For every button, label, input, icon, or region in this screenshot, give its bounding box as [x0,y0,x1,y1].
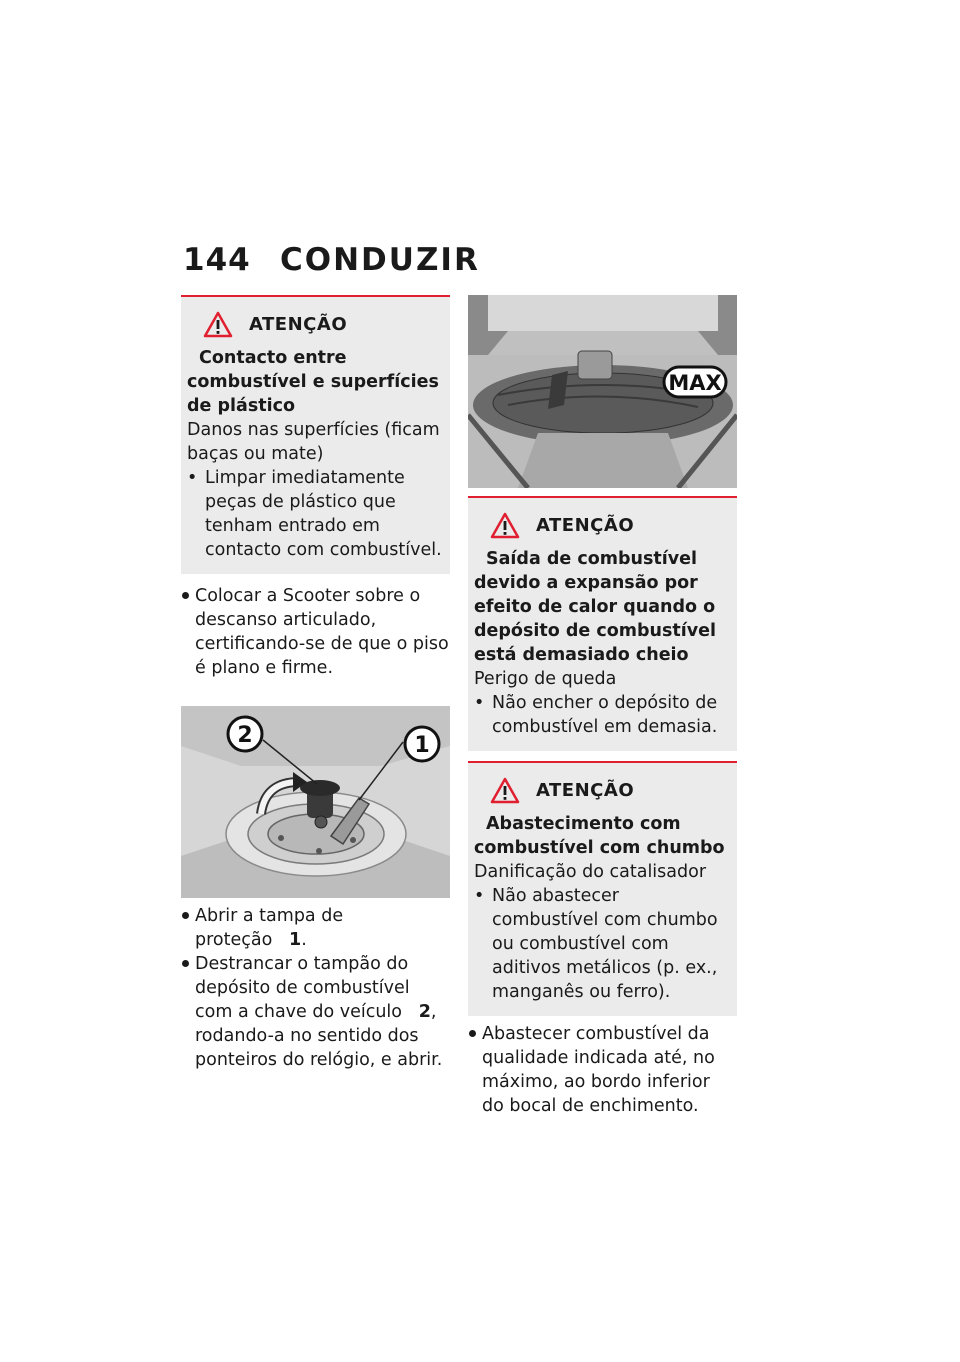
left-column [181,295,450,1072]
warning-topic: Contacto entre combustível e superfícies de plástico [187,348,439,416]
warning-action: • Não encher o depósito de combustível em demasia. [474,691,729,739]
warning-action: • Não abastecer combustível com chumbo ou combustível com aditivos metálicos (p. ex., manganês ou ferro). [474,884,729,1004]
fuel-level-figure [468,295,737,488]
warning-box-plastic [181,295,450,574]
warning-consequence: Danos nas superfícies (ficam baças ou mate) [187,420,440,464]
step-reference: 1 [289,930,302,950]
step-text-end: , rodando-a no sentido dos ponteiros do relógio, e abrir. [195,1002,443,1070]
right-column [468,295,737,1118]
fuel-cap-figure [181,706,450,898]
step-item [181,952,450,1072]
warning-header [490,777,729,804]
warning-triangle-icon [490,777,520,804]
steps-list-3 [468,1022,737,1118]
step-item: Abastecer combustível da qualidade indicada até, no máximo, ao bordo inferior do bocal de enchimento. [468,1022,737,1118]
warning-triangle-icon [203,311,233,338]
steps-list-2 [181,904,450,1072]
warning-actions [474,691,729,739]
warning-box-leaded [468,761,737,1016]
warning-label: ATENÇÃO [536,515,635,536]
warning-consequence: Danificação do catalisador [474,862,707,882]
warning-actions [474,884,729,1004]
chapter-title: CONDUZIR [280,242,480,278]
warning-label: ATENÇÃO [249,314,348,335]
warning-box-overfill [468,496,737,751]
step-item [181,904,450,952]
step-item: Colocar a Scooter sobre o descanso articulado, certificando-se de que o piso é plano e firme. [181,584,450,680]
warning-topic: Saída de combustível devido a expansão por efeito de calor quando o depósito de combustível está demasiado cheio [474,549,717,665]
step-text: Destrancar o tampão do depósito de combustível com a chave do veículo [195,954,410,1022]
warning-action: • Limpar imediatamente peças de plástico que tenham entrado em contacto com combustível. [187,466,442,562]
step-reference: 2 [418,1002,431,1022]
warning-consequence: Perigo de queda [474,669,617,689]
callout-1: 1 [414,733,430,758]
warning-topic: Abastecimento com combustível com chumbo [474,814,725,858]
warning-header [490,512,729,539]
warning-actions [187,466,442,562]
warning-triangle-icon [490,512,520,539]
page-number: 144 [183,242,251,278]
callout-2: 2 [237,723,253,748]
warning-label: ATENÇÃO [536,780,635,801]
step-text: Abrir a tampa de proteção [195,906,344,950]
step-text-end: . [301,930,307,950]
warning-header [203,311,442,338]
steps-list-1 [181,584,450,680]
max-label: MAX [668,371,722,395]
